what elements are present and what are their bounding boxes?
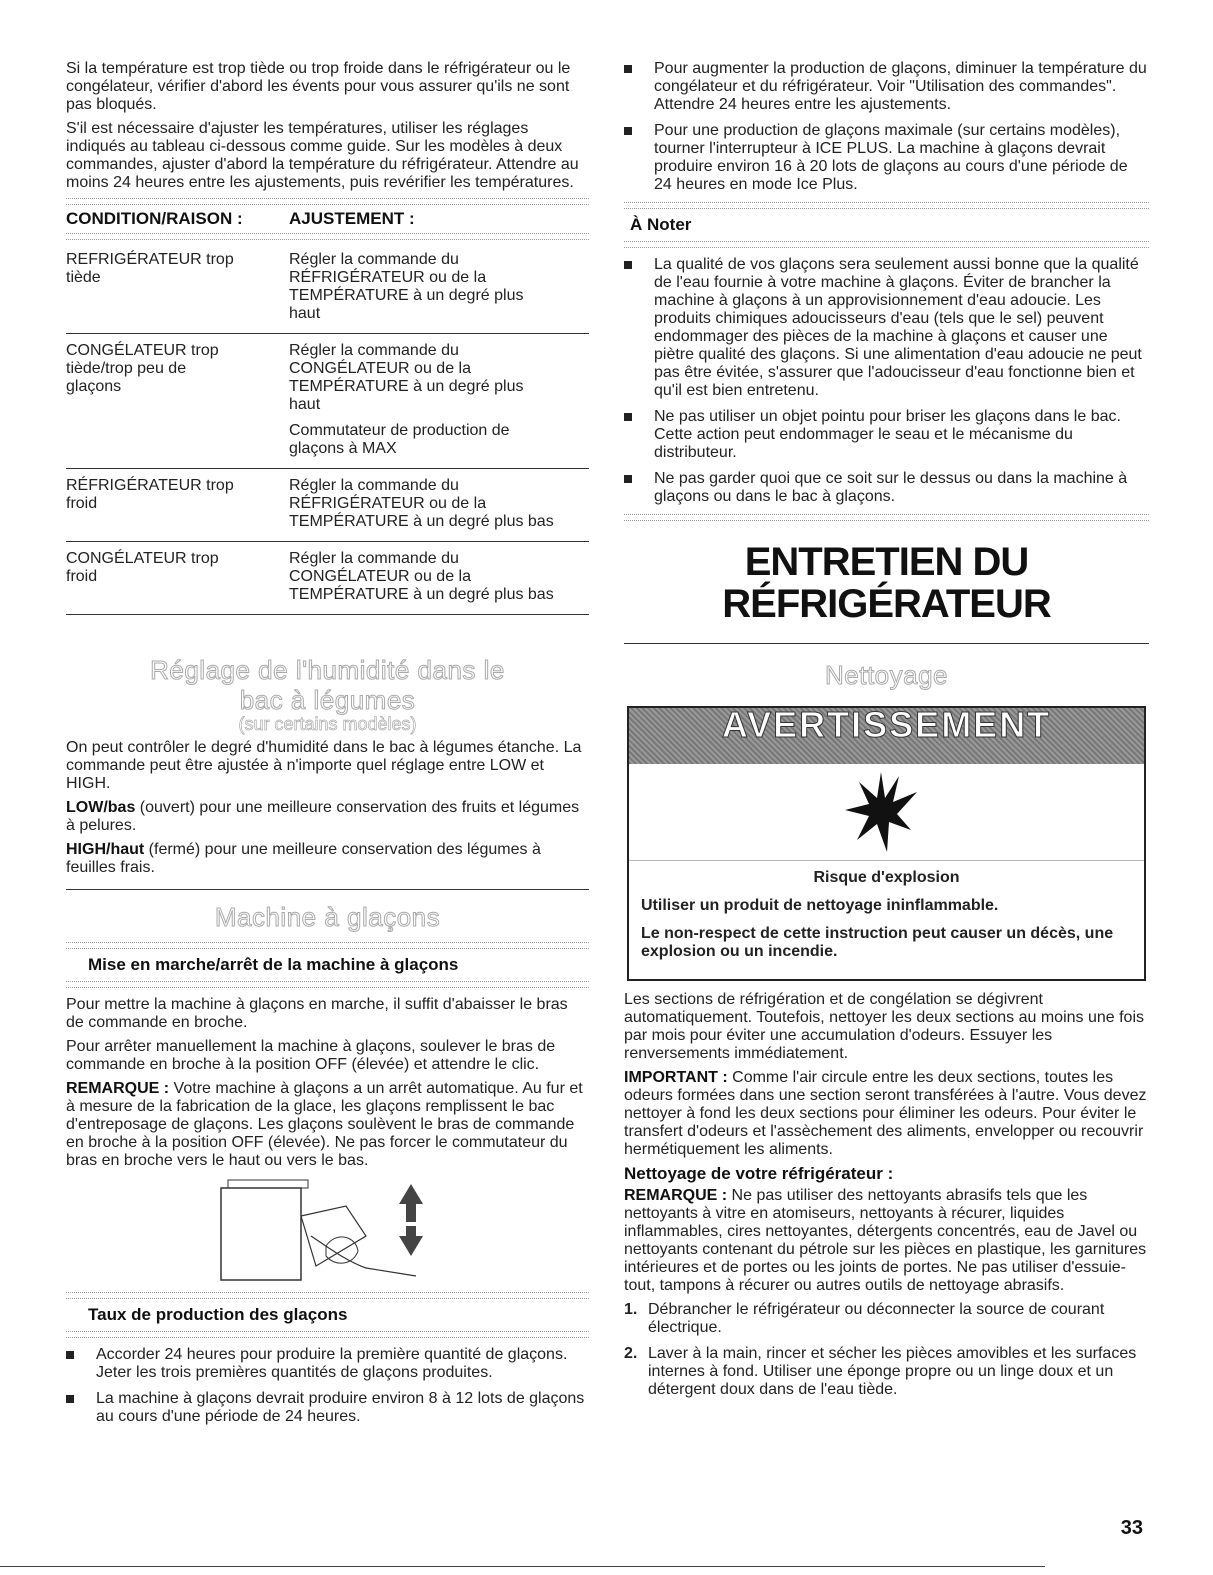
condition-header: CONDITION/RAISON : [66,209,243,228]
important-paragraph: IMPORTANT : Comme l'air circule entre les deux sections, toutes les odeurs formées dans une section seront transférées à l'autre. Vous devez nettoyer à fond les deux sections pour éliminer les odeurs. Pour éviter le transfert d'odeurs et l'assèchement des aliments, envelopper ou recouvrir hermétiquement les aliments. [624,1069,1147,1158]
warning-banner-text: AVERTISSEMENT [721,704,1052,745]
condition-cell: RÉFRIGÉRATEUR trop froid [66,477,234,512]
dotted-divider [66,1331,589,1338]
dotted-divider [624,202,1149,209]
left-column [66,60,589,1434]
table-row [66,469,589,542]
humidity-paragraph: On peut contrôler le degré d'humidité dans le bac à légumes étanche. La commande peut être ajustée à n'importe quel réglage entre LOW et HIGH. [66,739,582,792]
list-item: Ne pas utiliser un objet pointu pour briser les glaçons dans le bac. Cette action peut endommager le seau et le mécanisme du distributeur. [624,408,1149,462]
dotted-divider [66,198,589,205]
adjustment-cell: Régler la commande du CONGÉLATEUR ou de la TEMPÉRATURE à un degré plus haut Commutateur de production de glaçons à MAX [289,342,524,457]
adjust-header: AJUSTEMENT : [289,209,415,228]
list-item: La qualité de vos glaçons sera seulement aussi bonne que la qualité de l'eau fournie à votre machine à glaçons. Éviter de brancher la machine à glaçons à un approvisionnement d'eau adoucie. Les produits chimiques adoucisseurs d'eau (tels que le sel) peuvent endommager des pièces de la machine à glaçons et causer une piètre qualité des glaçons. Si une alimentation d'eau adoucie ne peut pas être évitée, s'assurer que l'adoucisseur d'eau fonctionne bien et qu'il est bien entretenu. [624,256,1149,400]
humidity-title-2: bac à légumes [239,685,416,715]
ice-remark: REMARQUE : Votre machine à glaçons a un arrêt automatique. Au fur et à mesure de la fabrication de la glace, les glaçons remplissent le bac d'entreposage de glaçons. Les glaçons soulèvent le bras de commande en broche à la position OFF (élevée). Ne pas forcer le commutateur du bras en broche vers le haut ou vers le bas. [66,1080,583,1169]
ice-onoff-subheading: Mise en marche/arrêt de la machine à glaçons [88,955,459,974]
humidity-subtitle: (sur certains modèles) [238,714,417,734]
ice-paragraph: Pour mettre la machine à glaçons en marche, il suffit d'abaisser le bras de commande en broche. [66,996,568,1031]
adjustment-cell: Régler la commande du RÉFRIGÉRATEUR ou de la TEMPÉRATURE à un degré plus bas [289,477,554,530]
warning-risk: Risque d'explosion [813,869,960,886]
intro-paragraph: Si la température est trop tiède ou trop froide dans le réfrigérateur ou le congélateur, vérifier d'abord les évents pour vous assurer qu'ils ne sont pas bloqués. [66,60,571,113]
intro-paragraph: S'il est nécessaire d'ajuster les températures, utiliser les réglages indiqués au tableau ci-dessous comme guide. Sur les modèles à deux commandes, ajuster d'abord la température du réfrigérateur. Attendre au moins 24 heures entre les ajustements, puis revérifier les températures. [66,120,579,191]
production-rate-subheading: Taux de production des glaçons [88,1305,348,1324]
ice-maker-arm-illustration [66,1176,589,1284]
condition-table [66,243,589,615]
list-item: Ne pas garder quoi que ce soit sur le dessus ou dans la machine à glaçons ou dans le bac à glaçons. [624,470,1149,506]
condition-cell: CONGÉLATEUR trop tiède/trop peu de glaçons [66,342,219,395]
production-tips-list [624,60,1149,194]
dotted-divider [66,233,589,240]
cleaning-title: Nettoyage [824,660,949,690]
ice-paragraph: Pour arrêter manuellement la machine à glaçons, soulever le bras de commande en broche à la position OFF (élevée) et attendre le clic. [66,1038,556,1073]
dotted-divider [66,942,589,949]
note-heading: À Noter [630,215,692,234]
production-list [66,1346,589,1426]
cleaning-remark: REMARQUE : Ne pas utiliser des nettoyants abrasifs tels que les nettoyants à vitre en atomiseurs, nettoyants à récurer, liquides inflammables, cires nettoyantes, détergents concentrés, eau de Javel ou nettoyants contenant du pétrole sur les pièces en plastique, les garnitures intérieures et de portes ou les joints de portes. Ne pas utiliser d'essuie-tout, tampons à récurer ou autres outils de nettoyage abrasifs. [624,1187,1147,1294]
footer-rule [0,1566,1045,1567]
warning-line: Utiliser un produit de nettoyage ininflammable. [641,897,999,914]
main-title: ENTRETIEN DU RÉFRIGÉRATEUR [722,540,1051,626]
cleaning-subheading: Nettoyage de votre réfrigérateur : [624,1164,894,1183]
table-header [66,208,589,230]
cleaning-paragraph: Les sections de réfrigération et de congélation se dégivrent automatiquement. Toutefois, nettoyer les deux sections au moins une fois par mois pour éviter une accumulation d'odeurs. Essuyer les renversements immédiatement. [624,991,1145,1062]
dotted-divider [66,1292,589,1299]
table-row [66,243,589,334]
list-item: La machine à glaçons devrait produire environ 8 à 12 lots de glaçons au cours d'une période de 24 heures. [66,1390,589,1426]
dotted-divider [624,241,1149,248]
high-paragraph: HIGH/haut (fermé) pour une meilleure conservation des légumes à feuilles frais. [66,841,541,876]
page-number: 33 [1120,1517,1143,1539]
note-list [624,256,1149,506]
cleaning-steps [624,1301,1149,1399]
ice-maker-title: Machine à glaçons [214,902,441,932]
warning-box [627,706,1146,981]
dotted-divider [66,981,589,988]
dotted-divider [624,514,1149,521]
table-row [66,334,589,469]
list-item: Accorder 24 heures pour produire la première quantité de glaçons. Jeter les trois premières quantités de glaçons produites. [66,1346,589,1382]
condition-cell: CONGÉLATEUR trop froid [66,550,219,585]
list-item: 2. Laver à la main, rincer et sécher les pièces amovibles et les surfaces internes à fond. Utiliser une éponge propre ou un linge doux et un détergent doux dans de l'eau tiède. [624,1345,1137,1398]
adjustment-cell: Régler la commande du CONGÉLATEUR ou de la TEMPÉRATURE à un degré plus bas [289,550,554,603]
low-paragraph: LOW/bas (ouvert) pour une meilleure conservation des fruits et légumes à pelures. [66,799,580,834]
explosion-icon [841,770,921,854]
list-item: Pour augmenter la production de glaçons, diminuer la température du congélateur et du réfrigérateur. Voir "Utilisation des commandes". Attendre 24 heures entre les ajustements. [624,60,1149,114]
list-item: 1. Débrancher le réfrigérateur ou déconnecter la source de courant électrique. [624,1301,1105,1336]
adjustment-cell: Régler la commande du RÉFRIGÉRATEUR ou de la TEMPÉRATURE à un degré plus haut [289,251,524,322]
humidity-title: Réglage de l'humidité dans le [150,655,505,685]
list-item: Pour une production de glaçons maximale (sur certains modèles), tourner l'interrupteur à ICE PLUS. La machine à glaçons devrait produire environ 16 à 20 lots de glaçons au cours d'une période de 24 heures en mode Ice Plus. [624,122,1149,194]
warning-line: Le non-respect de cette instruction peut causer un décès, une explosion ou un incendie. [641,925,1114,960]
right-column [624,60,1149,1407]
condition-cell: REFRIGÉRATEUR trop tiède [66,251,234,286]
warning-banner [629,704,1144,764]
table-row [66,542,589,615]
